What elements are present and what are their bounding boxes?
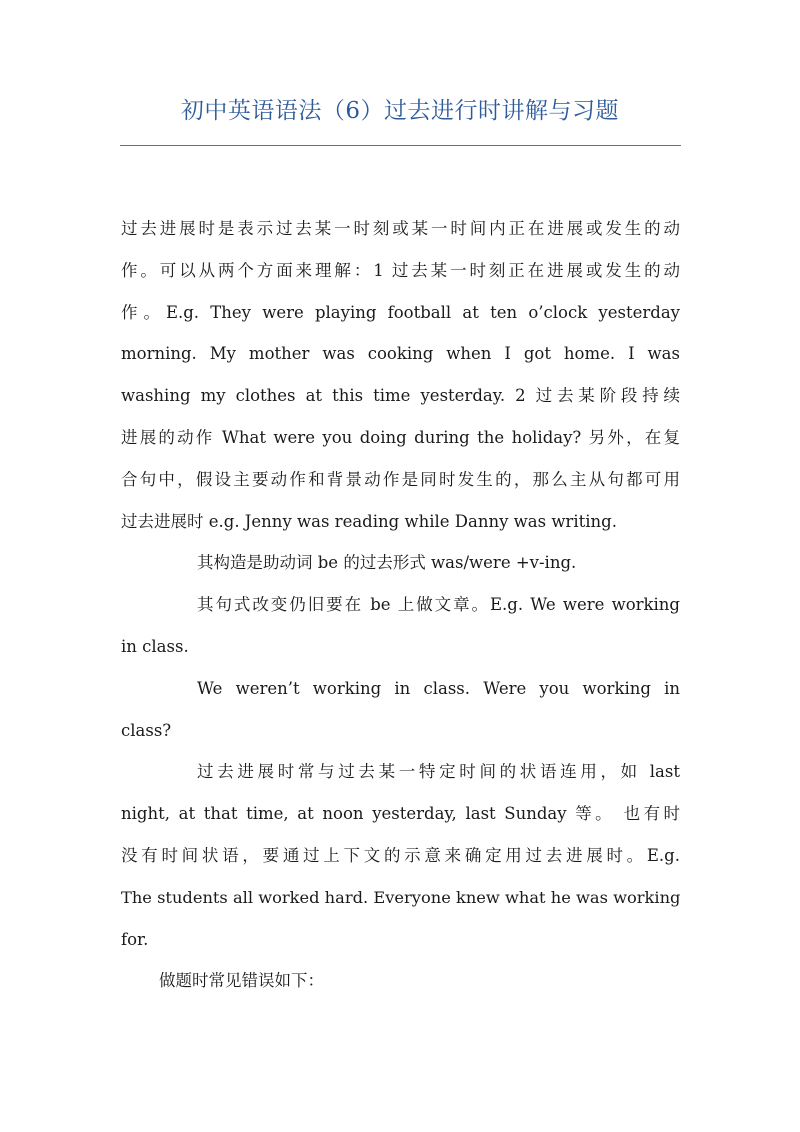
paragraph-line: 过去进展时是表示过去某一时刻或某一时间内正在进展或发生的动 — [121, 219, 680, 238]
paragraph-line: for. — [121, 929, 149, 949]
title-divider — [120, 145, 681, 146]
paragraph-line: class? — [121, 720, 172, 740]
paragraph-line: night, at that time, at noon yesterday, last Sunday 等。 也有时 — [121, 804, 680, 824]
paragraph-line: 其构造是助动词 be 的过去形式 was/were +v-ing. — [197, 553, 577, 573]
paragraph-line: morning. My mother was cooking when I got home. I was — [121, 344, 680, 364]
paragraph-line: 作。E.g. They were playing football at ten o’clock yesterday — [121, 302, 680, 322]
paragraph-line: 做题时常见错误如下： — [159, 971, 324, 991]
document-body — [121, 208, 680, 1002]
paragraph-line: 作。可以从两个方面来理解：1 过去某一时刻正在进展或发生的动 — [121, 260, 680, 280]
paragraph-line: 其句式改变仍旧要在 be 上做文章。E.g. We were working — [197, 595, 680, 615]
paragraph-line: 合句中，假设主要动作和背景动作是同时发生的，那么主从句都可用 — [121, 469, 680, 489]
paragraph-line: washing my clothes at this time yesterday. 2 过去某阶段持续 — [121, 386, 680, 406]
paragraph-line: 进展的动作 What were you doing during the holiday? 另外，在复 — [121, 427, 680, 447]
paragraph-line: The students all worked hard. Everyone knew what he was working — [121, 887, 681, 907]
paragraph-line: 过去进展时 e.g. Jenny was reading while Danny was writing. — [121, 511, 617, 531]
paragraph-line: We weren’t working in class. Were you working in — [197, 678, 680, 698]
paragraph-line: 过去进展时常与过去某一特定时间的状语连用，如 last — [197, 762, 680, 782]
paragraph-line: in class. — [121, 636, 189, 656]
document-title: 初中英语语法（6）过去进行时讲解与习题 — [180, 98, 620, 124]
paragraph-line: 没有时间状语，要通过上下文的示意来确定用过去进展时。E.g. — [121, 845, 680, 865]
